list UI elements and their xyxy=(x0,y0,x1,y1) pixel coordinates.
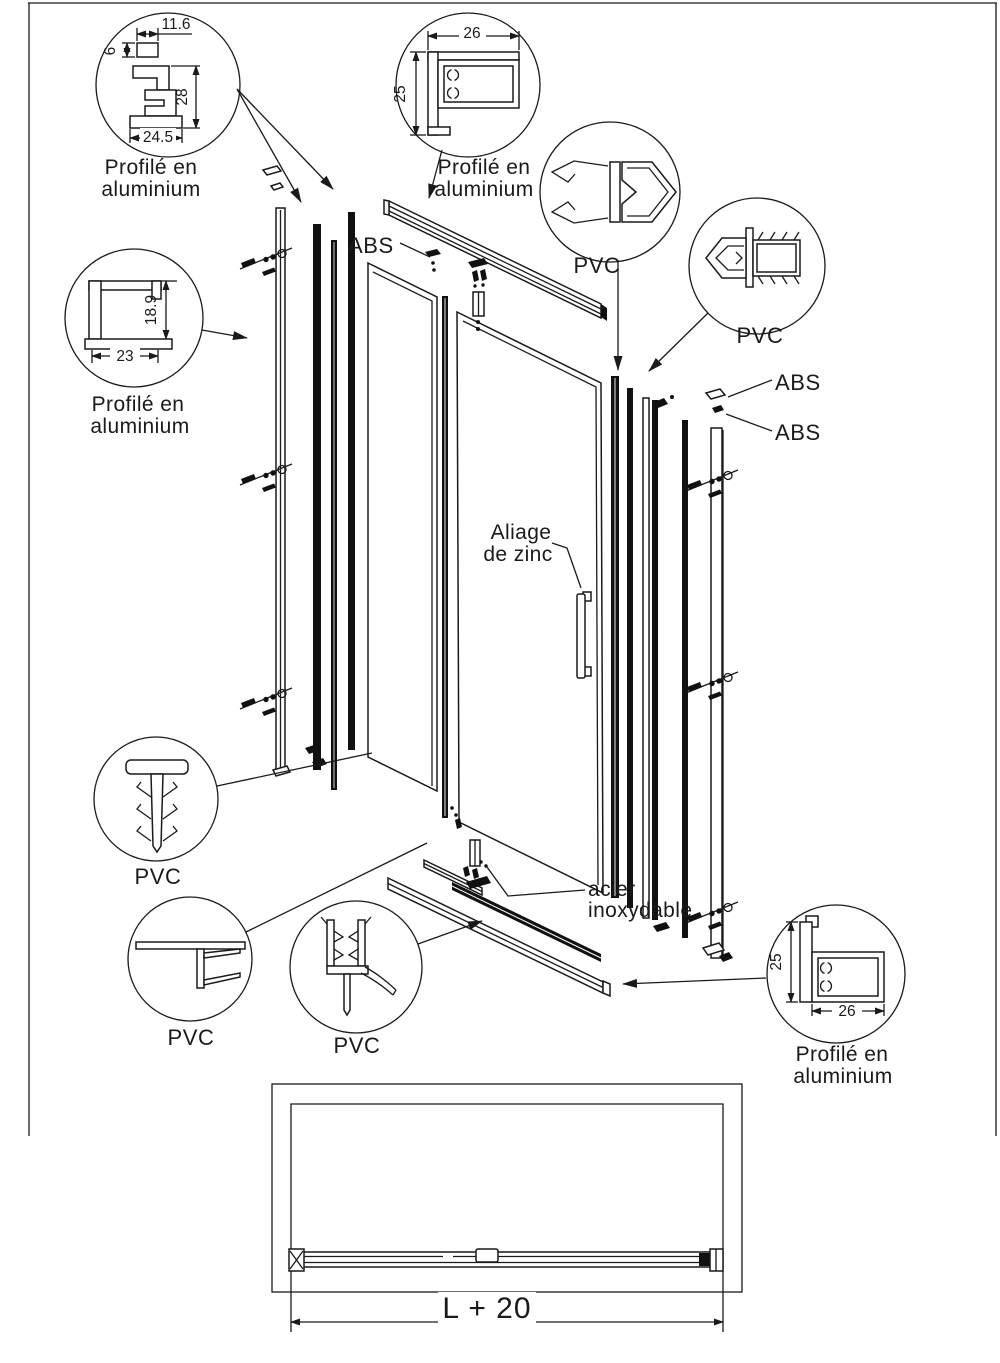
dim-6: 6 xyxy=(102,46,119,56)
abs-label-right-1: ABS xyxy=(775,370,821,395)
dim-26: 26 xyxy=(838,1003,856,1020)
leader-arrow xyxy=(649,313,708,371)
alu-rail-profile-drawing xyxy=(428,52,519,135)
pvc-seal-profile-drawing xyxy=(552,161,676,223)
divider-seal-strip xyxy=(442,296,448,818)
callout-pvc-tree xyxy=(94,737,372,889)
abs-end-cap xyxy=(706,389,725,399)
callout-label: aluminium xyxy=(101,178,201,201)
callout-label: PVC xyxy=(167,1025,215,1050)
alu-bottom-rail-profile-drawing xyxy=(800,916,884,1002)
callout-pvc-top xyxy=(540,122,680,370)
alu-s-profile-drawing xyxy=(130,43,182,128)
sliding-door-panel xyxy=(457,312,603,893)
leader-line xyxy=(726,414,772,431)
dim-24-5: 24.5 xyxy=(142,129,174,146)
callout-label: Profilé en xyxy=(104,156,198,179)
stainless-steel-label: acier xyxy=(588,878,636,901)
leader-arrow xyxy=(202,330,247,338)
callout-label: aluminium xyxy=(90,415,190,438)
callout-alu-top-left xyxy=(96,13,333,202)
stainless-steel-label: inoxydable xyxy=(588,899,693,922)
zinc-alloy-label: Aliage xyxy=(490,521,552,544)
right-profile-stack xyxy=(611,376,738,962)
callout-label: PVC xyxy=(134,864,182,889)
abs-label-right-2: ABS xyxy=(775,420,821,445)
abs-label-top: ABS xyxy=(348,233,394,258)
plan-view xyxy=(272,1084,742,1332)
zinc-alloy-label: de zinc xyxy=(483,543,553,566)
dim-26: 26 xyxy=(463,25,481,42)
leader-arrow xyxy=(418,921,482,944)
pvc-h-profile-drawing xyxy=(136,942,245,988)
leader-arrow xyxy=(623,978,766,984)
plan-rail xyxy=(294,1252,720,1267)
pvc-arrow-seal-profile-drawing xyxy=(706,228,800,287)
dim-25: 25 xyxy=(392,85,409,103)
dim-28: 28 xyxy=(174,88,191,106)
dim-25: 25 xyxy=(768,953,785,971)
dimensions xyxy=(92,281,177,365)
callout-pvc-bottom xyxy=(290,901,482,1058)
leader-line xyxy=(728,380,772,397)
fixed-glass-panel xyxy=(368,263,437,791)
callout-label: Profilé en xyxy=(795,1043,889,1066)
callout-label: Profilé en xyxy=(91,393,185,416)
plan-dimension-text: L + 20 xyxy=(442,1292,532,1325)
callout-label: PVC xyxy=(333,1033,381,1058)
dim-18-9: 18.9 xyxy=(143,294,160,326)
plan-left-bracket xyxy=(289,1249,304,1271)
callout-label: PVC xyxy=(736,323,784,348)
left-profile-stack xyxy=(240,166,355,790)
dim-11-6: 11.6 xyxy=(161,16,191,33)
leader-line xyxy=(400,243,430,257)
pvc-fir-tree-profile-drawing xyxy=(126,760,188,852)
plan-rail-clip xyxy=(476,1249,498,1262)
pvc-u-seal-profile-drawing xyxy=(321,917,396,1015)
dim-23: 23 xyxy=(116,348,134,365)
callout-pvc-right xyxy=(649,198,825,371)
callout-alu-top-mid xyxy=(392,13,540,201)
abs-end-cap-small xyxy=(712,405,724,413)
leader-line xyxy=(217,753,372,786)
callout-label: aluminium xyxy=(793,1065,893,1088)
callout-label: Profilé en xyxy=(437,156,531,179)
callout-alu-bottom-right xyxy=(623,905,905,1088)
callout-label: PVC xyxy=(573,253,621,278)
callout-alu-left xyxy=(65,249,247,438)
callout-label: aluminium xyxy=(434,178,534,201)
